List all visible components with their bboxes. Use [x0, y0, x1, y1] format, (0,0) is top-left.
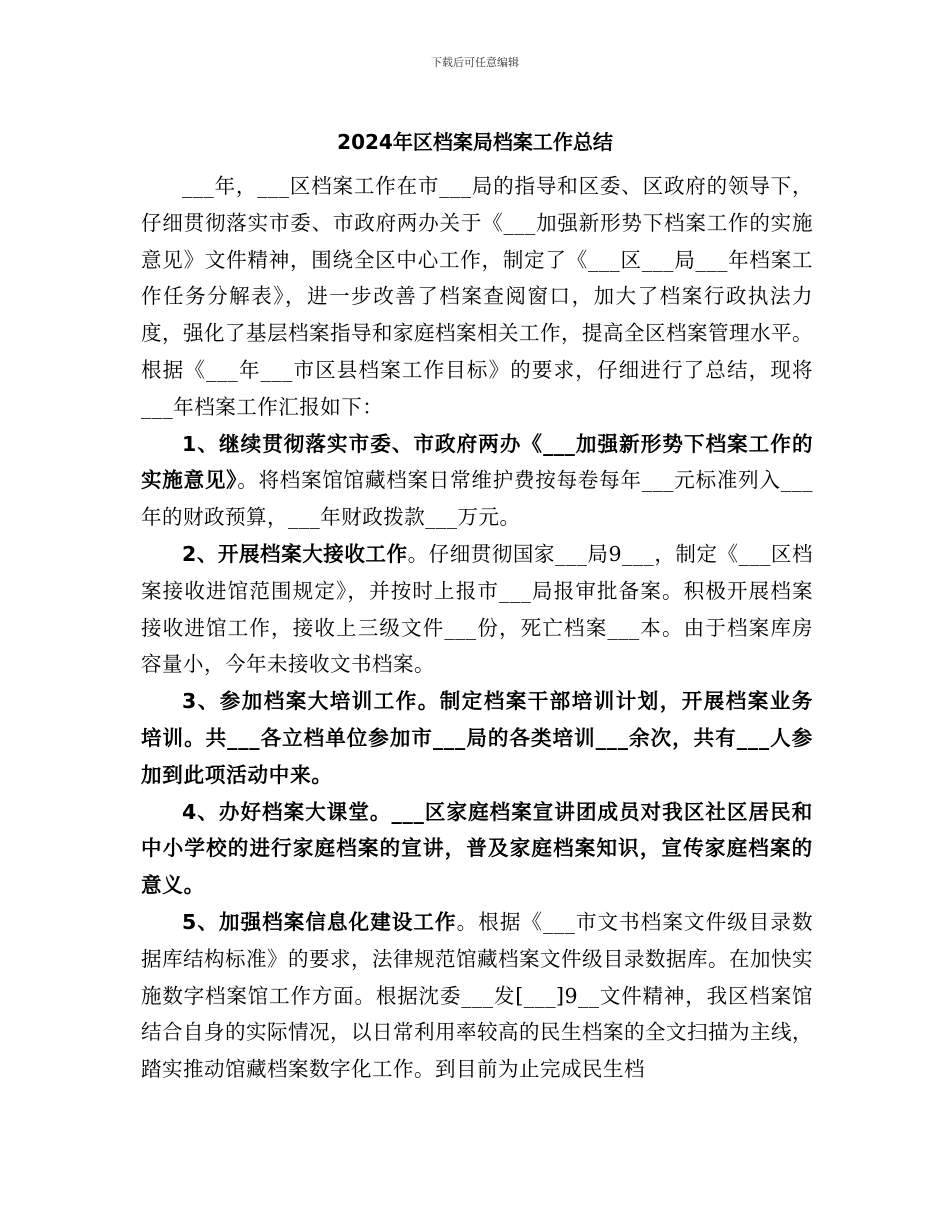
header-note: 下载后可任意编辑 [431, 56, 519, 69]
section-2-paragraph [141, 536, 813, 683]
section-3-paragraph [141, 683, 813, 793]
section-5-heading: 5、加强档案信息化建设工作 [182, 909, 457, 934]
section-2-heading: 2、开展档案大接收工作 [182, 541, 408, 566]
section-5-body: 。根据《___市文书档案文件级目录数据库结构标准》的要求，法律规范馆藏档案文件级目录数据库。在加快实施数字档案馆工作方面。根据沈委___发[___]9__文件精神，我区档案馆结合自身的实际情况，以日常利用率较高的民生档案的全文扫描为主线，踏实推动馆藏档案数字化工作。到目前为止完成民生档 [141, 909, 814, 1082]
section-4-heading: 4、办好档案大课堂。___区家庭档案宣讲团成员对我区社区居民和中小学校的进行家庭档案的宣讲，普及家庭档案知识，宣传家庭档案的意义。 [141, 799, 813, 898]
intro-paragraph: ___年，___区档案工作在市___局的指导和区委、区政府的领导下，仔细贯彻落实市委、市政府两办关于《___加强新形势下档案工作的实施意见》文件精神，围绕全区中心工作，制定了《___区___局___年档案工作任务分解表》，进一步改善了档案查阅窗口，加大了档案行政执法力度，强化了基层档案指导和家庭档案相关工作，提高全区档案管理水平。根据《___年___市区县档案工作目标》的要求，仔细进行了总结，现将___年档案工作汇报如下： [141, 174, 813, 419]
section-1-body: 。将档案馆馆藏档案日常维护费按每卷每年___元标准列入___年的财政预算，___年财政拨款___万元。 [141, 468, 814, 530]
section-3-heading: 3、参加档案大培训工作。制定档案干部培训计划，开展档案业务培训。共___各立档单位参加市___局的各类培训___余次，共有___人参加到此项活动中来。 [141, 689, 813, 787]
document-title: 2024年区档案局档案工作总结 [337, 130, 613, 154]
section-1-heading: 1、继续贯彻落实市委、市政府两办《___加强新形势下档案工作的实施意见》 [141, 431, 813, 493]
section-4-paragraph [141, 794, 813, 904]
section-2-body: 。仔细贯彻国家___局9___，制定《___区档案接收进馆范围规定》，并按时上报市___局报审批备案。积极开展档案接收进馆工作，接收上三级文件___份，死亡档案___本。由于档案库房容量小，今年未接收文书档案。 [141, 541, 814, 677]
section-1-paragraph [141, 426, 813, 536]
document-body [141, 168, 813, 1088]
section-5-paragraph [141, 904, 813, 1088]
